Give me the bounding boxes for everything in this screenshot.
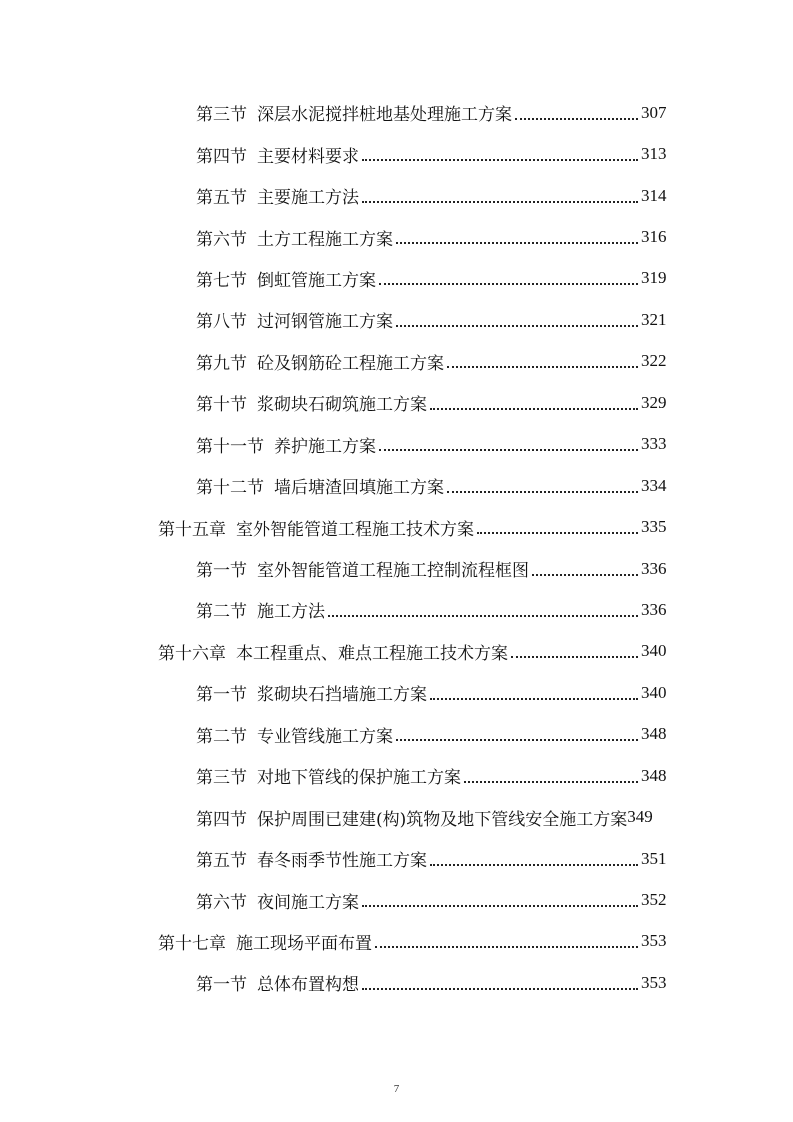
toc-entry-title: 对地下管线的保护施工方案 bbox=[257, 768, 461, 789]
toc-entry-label: 第九节 bbox=[196, 353, 247, 374]
toc-entry-label: 第一节 bbox=[196, 561, 247, 582]
toc-dot-leader bbox=[379, 283, 638, 285]
toc-entry-title: 施工现场平面布置 bbox=[236, 933, 372, 954]
toc-dot-leader bbox=[464, 781, 638, 783]
toc-section-row[interactable] bbox=[0, 465, 793, 506]
toc-entry-label: 第十六章 bbox=[158, 643, 226, 664]
toc-entry-title: 养护施工方案 bbox=[274, 436, 376, 457]
toc-page-number: 321 bbox=[641, 309, 667, 329]
toc-entry-title: 夜间施工方案 bbox=[257, 892, 359, 913]
toc-entry-label: 第五节 bbox=[196, 188, 247, 209]
toc-section-row[interactable] bbox=[0, 175, 793, 216]
toc-entry-title: 砼及钢筋砼工程施工方案 bbox=[257, 353, 444, 374]
toc-dot-leader bbox=[477, 532, 638, 534]
toc-page-number: 322 bbox=[641, 351, 667, 371]
toc-entry-label: 第十五章 bbox=[158, 519, 226, 540]
toc-page-number: 348 bbox=[641, 765, 667, 785]
toc-page-number: 340 bbox=[641, 641, 667, 661]
toc-dot-leader bbox=[447, 366, 638, 368]
toc-dot-leader bbox=[430, 698, 638, 700]
toc-section-row[interactable] bbox=[0, 589, 793, 630]
toc-entry-title: 墙后塘渣回填施工方案 bbox=[274, 478, 444, 499]
toc-dot-leader bbox=[375, 946, 638, 948]
toc-section-row[interactable] bbox=[0, 962, 793, 1003]
toc-dot-leader bbox=[379, 449, 638, 451]
toc-entry-label: 第五节 bbox=[196, 851, 247, 872]
toc-section-row[interactable] bbox=[0, 216, 793, 257]
toc-dot-leader bbox=[362, 201, 638, 203]
toc-entry-title: 土方工程施工方案 bbox=[257, 229, 393, 250]
toc-entry-label: 第六节 bbox=[196, 229, 247, 250]
toc-page-number: 351 bbox=[641, 848, 667, 868]
toc-page-number: 319 bbox=[641, 268, 667, 288]
toc-dot-leader bbox=[430, 864, 638, 866]
toc-section-row[interactable] bbox=[0, 424, 793, 465]
toc-page-number: 329 bbox=[641, 392, 667, 412]
toc-page-number: 336 bbox=[641, 599, 667, 619]
toc-entry-label: 第一节 bbox=[196, 685, 247, 706]
toc-entry-title: 保护周围已建建(构)筑物及地下管线安全施工方案 bbox=[257, 809, 628, 830]
toc-entry-label: 第二节 bbox=[196, 726, 247, 747]
toc-section-row[interactable] bbox=[0, 548, 793, 589]
toc-page-number: 314 bbox=[641, 185, 667, 205]
toc-dot-leader bbox=[515, 118, 638, 120]
toc-section-row[interactable] bbox=[0, 879, 793, 920]
toc-entry-title: 浆砌块石挡墙施工方案 bbox=[257, 685, 427, 706]
toc-page-number: 313 bbox=[641, 144, 667, 164]
toc-dot-leader bbox=[362, 988, 638, 990]
toc-section-row[interactable] bbox=[0, 92, 793, 133]
toc-section-row[interactable] bbox=[0, 755, 793, 796]
toc-entry-label: 第一节 bbox=[196, 975, 247, 996]
toc-section-row[interactable] bbox=[0, 838, 793, 879]
toc-page-number: 307 bbox=[641, 102, 667, 122]
toc-entry-title: 室外智能管道工程施工技术方案 bbox=[236, 519, 474, 540]
toc-page-number: 353 bbox=[641, 972, 667, 992]
toc-dot-leader bbox=[362, 905, 638, 907]
toc-chapter-row[interactable] bbox=[0, 506, 793, 547]
toc-section-row[interactable] bbox=[0, 299, 793, 340]
toc-entry-label: 第二节 bbox=[196, 602, 247, 623]
toc-entry-title: 主要施工方法 bbox=[257, 188, 359, 209]
toc-entry-label: 第七节 bbox=[196, 270, 247, 291]
toc-entry-label: 第三节 bbox=[196, 105, 247, 126]
toc-entry-title: 倒虹管施工方案 bbox=[257, 270, 376, 291]
toc-page-number: 334 bbox=[641, 475, 667, 495]
toc-dot-leader bbox=[396, 739, 638, 741]
toc-entry-label: 第三节 bbox=[196, 768, 247, 789]
toc-entry-title: 专业管线施工方案 bbox=[257, 726, 393, 747]
toc-entry-title: 本工程重点、难点工程施工技术方案 bbox=[236, 643, 508, 664]
page-number: 7 bbox=[393, 1083, 400, 1095]
toc-entry-label: 第八节 bbox=[196, 312, 247, 333]
toc-entry-title: 室外智能管道工程施工控制流程框图 bbox=[257, 561, 529, 582]
toc-entry-label: 第十七章 bbox=[158, 933, 226, 954]
toc-page-number: 352 bbox=[641, 890, 667, 910]
toc-page-number: 349 bbox=[627, 807, 653, 827]
toc-entry-label: 第四节 bbox=[196, 809, 247, 830]
toc-section-row[interactable] bbox=[0, 258, 793, 299]
toc-section-row[interactable] bbox=[0, 714, 793, 755]
toc-entry-title: 浆砌块石砌筑施工方案 bbox=[257, 395, 427, 416]
table-of-contents bbox=[0, 92, 793, 1004]
toc-entry-title: 总体布置构想 bbox=[257, 975, 359, 996]
toc-dot-leader bbox=[532, 574, 638, 576]
toc-chapter-row[interactable] bbox=[0, 921, 793, 962]
toc-dot-leader bbox=[430, 408, 638, 410]
toc-page-number: 335 bbox=[641, 517, 667, 537]
toc-entry-label: 第六节 bbox=[196, 892, 247, 913]
toc-dot-leader bbox=[396, 242, 638, 244]
toc-entry-title: 深层水泥搅拌桩地基处理施工方案 bbox=[257, 105, 512, 126]
toc-dot-leader bbox=[511, 656, 638, 658]
toc-entry-label: 第十二节 bbox=[196, 478, 264, 499]
toc-page-number: 316 bbox=[641, 227, 667, 247]
toc-section-row[interactable] bbox=[0, 382, 793, 423]
toc-chapter-row[interactable] bbox=[0, 631, 793, 672]
toc-entry-label: 第十节 bbox=[196, 395, 247, 416]
toc-dot-leader bbox=[328, 615, 638, 617]
toc-entry-title: 主要材料要求 bbox=[257, 146, 359, 167]
toc-page-number: 353 bbox=[641, 931, 667, 951]
toc-entry-title: 春冬雨季节性施工方案 bbox=[257, 851, 427, 872]
toc-dot-leader bbox=[362, 159, 638, 161]
toc-entry-title: 过河钢管施工方案 bbox=[257, 312, 393, 333]
toc-section-row[interactable] bbox=[0, 796, 793, 837]
toc-entry-title: 施工方法 bbox=[257, 602, 325, 623]
toc-entry-label: 第十一节 bbox=[196, 436, 264, 457]
toc-entry-label: 第四节 bbox=[196, 146, 247, 167]
toc-page-number: 348 bbox=[641, 724, 667, 744]
toc-dot-leader bbox=[396, 325, 638, 327]
toc-dot-leader bbox=[447, 491, 638, 493]
toc-page-number: 336 bbox=[641, 558, 667, 578]
toc-section-row[interactable] bbox=[0, 133, 793, 174]
toc-section-row[interactable] bbox=[0, 672, 793, 713]
toc-page-number: 340 bbox=[641, 682, 667, 702]
toc-page-number: 333 bbox=[641, 434, 667, 454]
toc-section-row[interactable] bbox=[0, 341, 793, 382]
